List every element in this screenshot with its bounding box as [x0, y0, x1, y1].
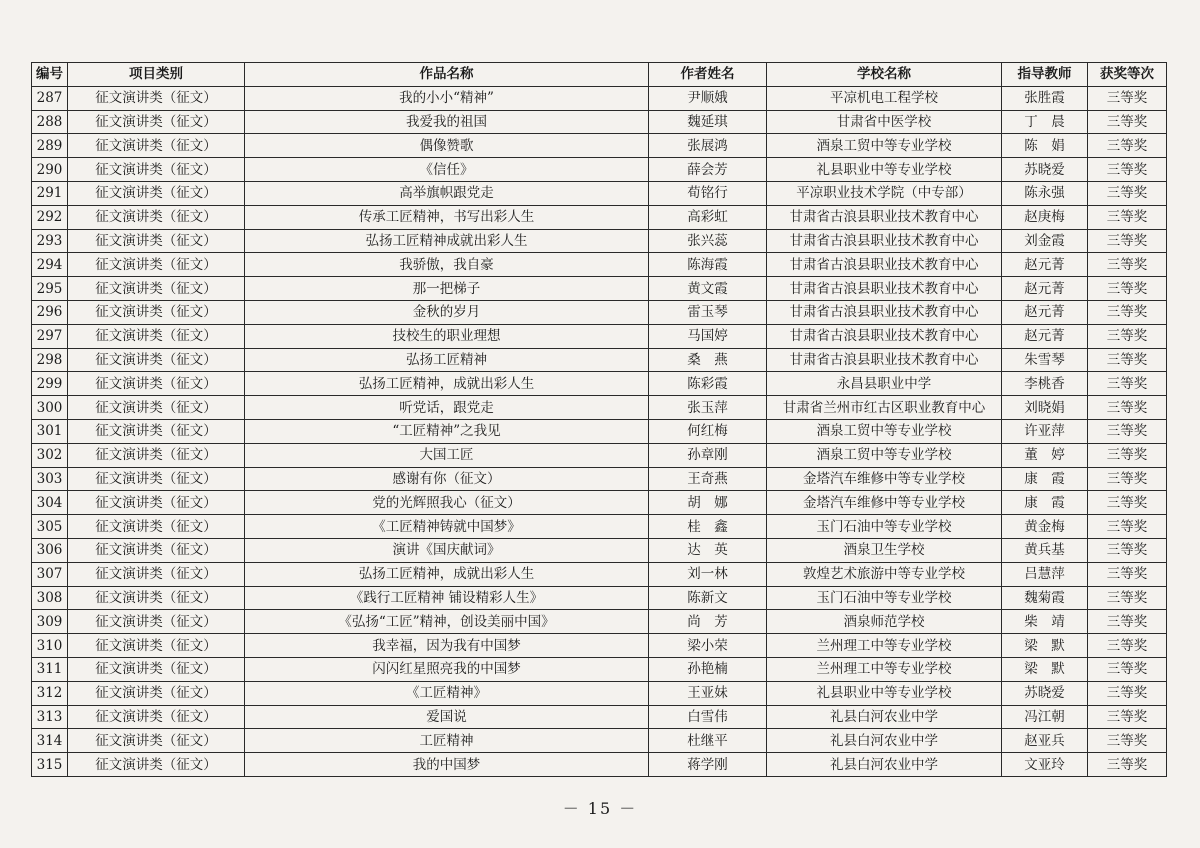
cell-award: 三等奖 — [1088, 86, 1167, 110]
cell-award: 三等奖 — [1088, 491, 1167, 515]
cell-school: 永昌县职业中学 — [767, 372, 1002, 396]
cell-title: 《践行工匠精神 铺设精彩人生》 — [245, 586, 649, 610]
cell-award: 三等奖 — [1088, 419, 1167, 443]
cell-award: 三等奖 — [1088, 324, 1167, 348]
cell-author: 刘一林 — [649, 562, 767, 586]
cell-num: 296 — [32, 300, 68, 324]
cell-num: 305 — [32, 515, 68, 539]
cell-author: 黄文霞 — [649, 277, 767, 301]
table-row — [32, 729, 1167, 753]
cell-title: 我爱我的祖国 — [245, 110, 649, 134]
cell-category: 征文演讲类（征文） — [68, 419, 245, 443]
cell-author: 梁小荣 — [649, 634, 767, 658]
cell-school: 甘肃省古浪县职业技术教育中心 — [767, 300, 1002, 324]
table-row — [32, 491, 1167, 515]
cell-author: 王奇燕 — [649, 467, 767, 491]
award-list-sheet — [31, 62, 1166, 777]
cell-title: 弘扬工匠精神，成就出彩人生 — [245, 562, 649, 586]
cell-category: 征文演讲类（征文） — [68, 253, 245, 277]
cell-teacher: 董 婷 — [1002, 443, 1088, 467]
cell-title: 《弘扬“工匠”精神，创设美丽中国》 — [245, 610, 649, 634]
cell-school: 酒泉工贸中等专业学校 — [767, 134, 1002, 158]
cell-award: 三等奖 — [1088, 562, 1167, 586]
cell-category: 征文演讲类（征文） — [68, 634, 245, 658]
cell-author: 高彩虹 — [649, 205, 767, 229]
cell-category: 征文演讲类（征文） — [68, 372, 245, 396]
cell-teacher: 康 霞 — [1002, 491, 1088, 515]
cell-author: 张兴蕊 — [649, 229, 767, 253]
cell-category: 征文演讲类（征文） — [68, 610, 245, 634]
cell-award: 三等奖 — [1088, 753, 1167, 777]
cell-title: 技校生的职业理想 — [245, 324, 649, 348]
table-row — [32, 253, 1167, 277]
cell-category: 征文演讲类（征文） — [68, 396, 245, 420]
cell-num: 298 — [32, 348, 68, 372]
header-num: 编号 — [32, 63, 68, 87]
table-row — [32, 229, 1167, 253]
cell-teacher: 许亚萍 — [1002, 419, 1088, 443]
cell-author: 荀铭行 — [649, 181, 767, 205]
table-row — [32, 634, 1167, 658]
cell-award: 三等奖 — [1088, 657, 1167, 681]
header-teacher: 指导教师 — [1002, 63, 1088, 87]
table-body — [32, 86, 1167, 776]
cell-title: 我骄傲，我自豪 — [245, 253, 649, 277]
cell-num: 299 — [32, 372, 68, 396]
cell-award: 三等奖 — [1088, 729, 1167, 753]
cell-award: 三等奖 — [1088, 681, 1167, 705]
cell-teacher: 文亚玲 — [1002, 753, 1088, 777]
cell-author: 桂 鑫 — [649, 515, 767, 539]
cell-category: 征文演讲类（征文） — [68, 181, 245, 205]
cell-num: 292 — [32, 205, 68, 229]
cell-school: 平凉机电工程学校 — [767, 86, 1002, 110]
cell-title: 闪闪红星照亮我的中国梦 — [245, 657, 649, 681]
cell-title: 高举旗帜跟党走 — [245, 181, 649, 205]
cell-teacher: 梁 默 — [1002, 657, 1088, 681]
header-award: 获奖等次 — [1088, 63, 1167, 87]
cell-school: 甘肃省中医学校 — [767, 110, 1002, 134]
cell-category: 征文演讲类（征文） — [68, 705, 245, 729]
table-row — [32, 110, 1167, 134]
cell-category: 征文演讲类（征文） — [68, 158, 245, 182]
cell-title: 《工匠精神铸就中国梦》 — [245, 515, 649, 539]
cell-num: 313 — [32, 705, 68, 729]
cell-author: 桑 燕 — [649, 348, 767, 372]
header-category: 项目类别 — [68, 63, 245, 87]
cell-school: 甘肃省古浪县职业技术教育中心 — [767, 205, 1002, 229]
cell-author: 陈彩霞 — [649, 372, 767, 396]
cell-title: 我幸福，因为我有中国梦 — [245, 634, 649, 658]
cell-author: 达 英 — [649, 538, 767, 562]
cell-title: 偶像赞歌 — [245, 134, 649, 158]
cell-num: 293 — [32, 229, 68, 253]
cell-teacher: 康 霞 — [1002, 467, 1088, 491]
cell-school: 敦煌艺术旅游中等专业学校 — [767, 562, 1002, 586]
cell-author: 魏延琪 — [649, 110, 767, 134]
cell-award: 三等奖 — [1088, 205, 1167, 229]
cell-school: 金塔汽车维修中等专业学校 — [767, 491, 1002, 515]
cell-award: 三等奖 — [1088, 705, 1167, 729]
cell-award: 三等奖 — [1088, 396, 1167, 420]
cell-school: 酒泉工贸中等专业学校 — [767, 419, 1002, 443]
cell-award: 三等奖 — [1088, 253, 1167, 277]
cell-num: 314 — [32, 729, 68, 753]
table-row — [32, 419, 1167, 443]
cell-num: 288 — [32, 110, 68, 134]
cell-author: 尚 芳 — [649, 610, 767, 634]
cell-title: “工匠精神”之我见 — [245, 419, 649, 443]
cell-award: 三等奖 — [1088, 372, 1167, 396]
cell-award: 三等奖 — [1088, 538, 1167, 562]
cell-school: 甘肃省古浪县职业技术教育中心 — [767, 229, 1002, 253]
cell-category: 征文演讲类（征文） — [68, 681, 245, 705]
cell-teacher: 刘金霞 — [1002, 229, 1088, 253]
cell-title: 大国工匠 — [245, 443, 649, 467]
table-row — [32, 86, 1167, 110]
cell-author: 白雪伟 — [649, 705, 767, 729]
cell-category: 征文演讲类（征文） — [68, 443, 245, 467]
cell-teacher: 梁 默 — [1002, 634, 1088, 658]
cell-category: 征文演讲类（征文） — [68, 110, 245, 134]
cell-category: 征文演讲类（征文） — [68, 491, 245, 515]
cell-category: 征文演讲类（征文） — [68, 324, 245, 348]
cell-teacher: 李桃香 — [1002, 372, 1088, 396]
cell-category: 征文演讲类（征文） — [68, 348, 245, 372]
cell-teacher: 赵庚梅 — [1002, 205, 1088, 229]
page-number: － 15 － — [562, 799, 638, 818]
cell-teacher: 刘晓娟 — [1002, 396, 1088, 420]
cell-award: 三等奖 — [1088, 610, 1167, 634]
cell-teacher: 魏菊霞 — [1002, 586, 1088, 610]
cell-school: 礼县白河农业中学 — [767, 729, 1002, 753]
table-row — [32, 277, 1167, 301]
cell-category: 征文演讲类（征文） — [68, 562, 245, 586]
cell-num: 291 — [32, 181, 68, 205]
cell-category: 征文演讲类（征文） — [68, 229, 245, 253]
cell-school: 酒泉师范学校 — [767, 610, 1002, 634]
cell-teacher: 赵亚兵 — [1002, 729, 1088, 753]
cell-title: 金秋的岁月 — [245, 300, 649, 324]
cell-category: 征文演讲类（征文） — [68, 657, 245, 681]
cell-title: 《信任》 — [245, 158, 649, 182]
table-row — [32, 181, 1167, 205]
cell-school: 玉门石油中等专业学校 — [767, 515, 1002, 539]
cell-num: 306 — [32, 538, 68, 562]
cell-num: 312 — [32, 681, 68, 705]
cell-category: 征文演讲类（征文） — [68, 753, 245, 777]
cell-author: 胡 娜 — [649, 491, 767, 515]
table-row — [32, 467, 1167, 491]
cell-school: 酒泉工贸中等专业学校 — [767, 443, 1002, 467]
cell-num: 311 — [32, 657, 68, 681]
cell-num: 315 — [32, 753, 68, 777]
cell-school: 甘肃省兰州市红古区职业教育中心 — [767, 396, 1002, 420]
cell-teacher: 赵元菁 — [1002, 324, 1088, 348]
header-school: 学校名称 — [767, 63, 1002, 87]
table-row — [32, 610, 1167, 634]
cell-teacher: 吕慧萍 — [1002, 562, 1088, 586]
cell-num: 307 — [32, 562, 68, 586]
cell-category: 征文演讲类（征文） — [68, 586, 245, 610]
cell-teacher: 苏晓爱 — [1002, 158, 1088, 182]
cell-author: 薛会芳 — [649, 158, 767, 182]
cell-award: 三等奖 — [1088, 158, 1167, 182]
cell-teacher: 柴 靖 — [1002, 610, 1088, 634]
table-row — [32, 396, 1167, 420]
cell-category: 征文演讲类（征文） — [68, 467, 245, 491]
cell-teacher: 冯江朝 — [1002, 705, 1088, 729]
cell-category: 征文演讲类（征文） — [68, 515, 245, 539]
cell-school: 甘肃省古浪县职业技术教育中心 — [767, 348, 1002, 372]
table-row — [32, 515, 1167, 539]
cell-teacher: 陈永强 — [1002, 181, 1088, 205]
table-header-row — [32, 63, 1167, 87]
cell-award: 三等奖 — [1088, 515, 1167, 539]
cell-school: 金塔汽车维修中等专业学校 — [767, 467, 1002, 491]
table-row — [32, 300, 1167, 324]
cell-school: 礼县职业中等专业学校 — [767, 158, 1002, 182]
cell-title: 弘扬工匠精神，成就出彩人生 — [245, 372, 649, 396]
cell-title: 听党话，跟党走 — [245, 396, 649, 420]
cell-num: 290 — [32, 158, 68, 182]
cell-author: 张玉萍 — [649, 396, 767, 420]
cell-num: 294 — [32, 253, 68, 277]
cell-title: 我的中国梦 — [245, 753, 649, 777]
cell-teacher: 张胜霞 — [1002, 86, 1088, 110]
cell-category: 征文演讲类（征文） — [68, 538, 245, 562]
cell-school: 酒泉卫生学校 — [767, 538, 1002, 562]
cell-award: 三等奖 — [1088, 586, 1167, 610]
cell-award: 三等奖 — [1088, 443, 1167, 467]
cell-teacher: 朱雪琴 — [1002, 348, 1088, 372]
cell-author: 雷玉琴 — [649, 300, 767, 324]
cell-school: 礼县白河农业中学 — [767, 753, 1002, 777]
cell-school: 玉门石油中等专业学校 — [767, 586, 1002, 610]
cell-category: 征文演讲类（征文） — [68, 86, 245, 110]
cell-school: 礼县白河农业中学 — [767, 705, 1002, 729]
cell-school: 兰州理工中等专业学校 — [767, 634, 1002, 658]
cell-num: 302 — [32, 443, 68, 467]
cell-title: 弘扬工匠精神成就出彩人生 — [245, 229, 649, 253]
cell-teacher: 黄金梅 — [1002, 515, 1088, 539]
cell-author: 张展鸿 — [649, 134, 767, 158]
table-row — [32, 657, 1167, 681]
table-row — [32, 324, 1167, 348]
cell-title: 传承工匠精神，书写出彩人生 — [245, 205, 649, 229]
cell-num: 310 — [32, 634, 68, 658]
cell-category: 征文演讲类（征文） — [68, 134, 245, 158]
cell-author: 何红梅 — [649, 419, 767, 443]
cell-award: 三等奖 — [1088, 348, 1167, 372]
table-row — [32, 372, 1167, 396]
cell-school: 礼县职业中等专业学校 — [767, 681, 1002, 705]
cell-award: 三等奖 — [1088, 300, 1167, 324]
cell-category: 征文演讲类（征文） — [68, 300, 245, 324]
cell-award: 三等奖 — [1088, 634, 1167, 658]
cell-category: 征文演讲类（征文） — [68, 277, 245, 301]
table-row — [32, 158, 1167, 182]
cell-school: 甘肃省古浪县职业技术教育中心 — [767, 253, 1002, 277]
cell-title: 那一把梯子 — [245, 277, 649, 301]
table-row — [32, 681, 1167, 705]
header-author: 作者姓名 — [649, 63, 767, 87]
cell-author: 马国婷 — [649, 324, 767, 348]
award-table — [31, 62, 1167, 777]
cell-category: 征文演讲类（征文） — [68, 205, 245, 229]
cell-award: 三等奖 — [1088, 229, 1167, 253]
table-row — [32, 538, 1167, 562]
cell-title: 党的光辉照我心（征文） — [245, 491, 649, 515]
cell-num: 303 — [32, 467, 68, 491]
cell-author: 陈新文 — [649, 586, 767, 610]
cell-title: 《工匠精神》 — [245, 681, 649, 705]
cell-award: 三等奖 — [1088, 134, 1167, 158]
cell-num: 297 — [32, 324, 68, 348]
cell-num: 308 — [32, 586, 68, 610]
cell-num: 304 — [32, 491, 68, 515]
cell-teacher: 丁 晨 — [1002, 110, 1088, 134]
cell-school: 甘肃省古浪县职业技术教育中心 — [767, 277, 1002, 301]
cell-num: 309 — [32, 610, 68, 634]
cell-author: 杜继平 — [649, 729, 767, 753]
table-row — [32, 443, 1167, 467]
cell-title: 我的小小“精神” — [245, 86, 649, 110]
cell-school: 兰州理工中等专业学校 — [767, 657, 1002, 681]
table-row — [32, 753, 1167, 777]
cell-school: 平凉职业技术学院（中专部） — [767, 181, 1002, 205]
cell-teacher: 陈 娟 — [1002, 134, 1088, 158]
cell-award: 三等奖 — [1088, 110, 1167, 134]
cell-teacher: 赵元菁 — [1002, 253, 1088, 277]
cell-author: 王亚妹 — [649, 681, 767, 705]
table-row — [32, 134, 1167, 158]
cell-author: 孙艳楠 — [649, 657, 767, 681]
cell-num: 289 — [32, 134, 68, 158]
cell-teacher: 赵元菁 — [1002, 277, 1088, 301]
cell-num: 300 — [32, 396, 68, 420]
cell-title: 工匠精神 — [245, 729, 649, 753]
header-title: 作品名称 — [245, 63, 649, 87]
cell-title: 爱国说 — [245, 705, 649, 729]
cell-num: 287 — [32, 86, 68, 110]
table-row — [32, 705, 1167, 729]
cell-title: 感谢有你（征文） — [245, 467, 649, 491]
cell-category: 征文演讲类（征文） — [68, 729, 245, 753]
table-row — [32, 586, 1167, 610]
cell-title: 演讲《国庆献词》 — [245, 538, 649, 562]
cell-author: 孙章刚 — [649, 443, 767, 467]
cell-award: 三等奖 — [1088, 277, 1167, 301]
cell-award: 三等奖 — [1088, 467, 1167, 491]
cell-award: 三等奖 — [1088, 181, 1167, 205]
cell-teacher: 黄兵基 — [1002, 538, 1088, 562]
cell-teacher: 赵元菁 — [1002, 300, 1088, 324]
cell-school: 甘肃省古浪县职业技术教育中心 — [767, 324, 1002, 348]
cell-author: 蒋学刚 — [649, 753, 767, 777]
cell-author: 尹顺娥 — [649, 86, 767, 110]
cell-teacher: 苏晓爱 — [1002, 681, 1088, 705]
cell-num: 295 — [32, 277, 68, 301]
table-row — [32, 205, 1167, 229]
cell-title: 弘扬工匠精神 — [245, 348, 649, 372]
cell-author: 陈海霞 — [649, 253, 767, 277]
table-row — [32, 562, 1167, 586]
cell-num: 301 — [32, 419, 68, 443]
table-row — [32, 348, 1167, 372]
